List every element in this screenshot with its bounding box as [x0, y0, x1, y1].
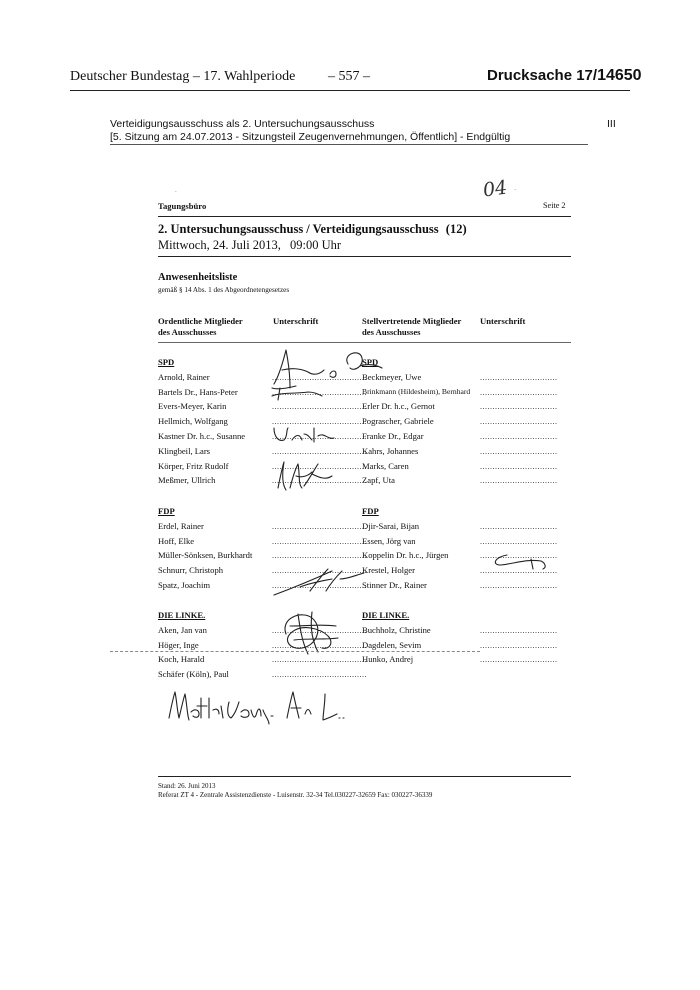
session-line: [5. Sitzung am 24.07.2013 - Sitzungsteil Zeugenvernehmungen, Öffentlich] - Endgültig	[110, 131, 511, 143]
signature-line: ......................................	[272, 446, 367, 456]
member-name: Koch, Harald	[158, 654, 205, 665]
deputy-name: Koppelin Dr. h.c., Jürgen	[362, 550, 449, 561]
signature-handwritten-name	[165, 688, 345, 728]
drucksache-prefix: Drucksache 17/	[487, 67, 598, 84]
committee-number: (12)	[445, 222, 467, 236]
subheader-rule	[110, 144, 588, 145]
list-title: Anwesenheitsliste	[158, 272, 238, 283]
deputy-name: Stinner Dr., Rainer	[362, 580, 427, 590]
signature-line: ......................................	[272, 417, 367, 427]
signature-koppelin	[487, 551, 557, 571]
signature-line: ......................................	[272, 402, 367, 412]
signature-line: ...............................	[480, 387, 558, 397]
member-name: Erdel, Rainer	[158, 520, 204, 531]
signature-koerper	[268, 458, 338, 494]
list-subtitle: gemäß § 14 Abs. 1 des Abgeordnetengesetzes	[158, 286, 290, 294]
signature-kastner	[270, 424, 340, 446]
page-number: – 557 –	[328, 69, 370, 84]
deputy-name: Dagdelen, Sevim	[362, 639, 422, 650]
signature-spatz	[270, 565, 370, 599]
seite-label: Seite 2	[543, 201, 566, 210]
signature-line: ...............................	[480, 581, 558, 590]
signature-line: ...............................	[480, 417, 558, 427]
signature-bartels	[268, 384, 328, 404]
scan-mark-1: .	[175, 186, 177, 194]
party-heading-members: FDP	[158, 506, 175, 516]
drucksache-label	[487, 67, 642, 85]
signature-line: ......................................	[272, 476, 367, 486]
signature-line: ......................................	[272, 625, 367, 635]
column-header-signature-1: Unterschrift	[273, 316, 319, 326]
signature-line: ...............................	[480, 521, 558, 531]
member-name: Hellmich, Wolfgang	[158, 416, 228, 427]
column-header-members-l2: des Ausschusses	[158, 327, 217, 337]
member-name: Spatz, Joachim	[158, 580, 211, 590]
member-name: Bartels Dr., Hans-Peter	[158, 386, 238, 397]
committee-line: Verteidigungsausschuss als 2. Untersuchungsausschuss	[110, 118, 375, 130]
committee-title-text: 2. Untersuchungsausschuss / Verteidigungsausschuss	[158, 222, 439, 236]
meeting-date: Mittwoch, 24. Juli 2013,	[158, 238, 281, 252]
signature-line: ...............................	[480, 640, 558, 650]
member-name: Meßmer, Ullrich	[158, 475, 216, 486]
header-rule	[70, 90, 630, 91]
scan-mark-2: ·	[514, 186, 517, 194]
party-heading-members: DIE LINKE.	[158, 610, 206, 620]
member-name: Körper, Fritz Rudolf	[158, 460, 229, 471]
column-header-members	[158, 316, 243, 338]
signature-line: ......................................	[272, 432, 367, 441]
signature-line: ...............................	[480, 566, 558, 576]
deputy-name: Zapf, Uta	[362, 475, 395, 486]
signature-line: ......................................	[272, 521, 367, 531]
signature-line: ...............................	[480, 432, 558, 441]
signature-line: ...............................	[480, 655, 558, 665]
committee-title	[158, 222, 467, 237]
deputy-name: Essen, Jörg van	[362, 535, 416, 546]
member-name: Schnurr, Christoph	[158, 565, 224, 576]
deputy-name: Brinkmann (Hildesheim), Bernhard	[362, 386, 471, 396]
stamp-number: 04	[481, 176, 509, 202]
signature-line: ......................................	[272, 387, 367, 397]
scan-footer-contact: Referat ZT 4 - Zentrale Assistenzdienste - Luisenstr. 32-34 Tel.030227-32659 Fax: 030227-36339	[158, 791, 433, 799]
meeting-time: 09:00 Uhr	[290, 238, 342, 252]
scan-rule-title	[158, 256, 571, 257]
meeting-datetime	[158, 238, 341, 253]
party-heading-deputies: SPD	[362, 357, 379, 367]
signature-line: ......................................	[272, 372, 367, 382]
deputy-name: Marks, Caren	[362, 460, 409, 471]
signature-line: ......................................	[272, 536, 367, 546]
member-name: Hoff, Elke	[158, 535, 195, 546]
deputy-name: Hunko, Andrej	[362, 654, 414, 665]
column-header-signature-2: Unterschrift	[480, 316, 526, 326]
scan-footer-rule	[158, 776, 571, 777]
member-name: Evers-Meyer, Karin	[158, 401, 227, 412]
scan-rule-top	[158, 216, 571, 217]
deputy-name: Krestel, Holger	[362, 565, 415, 576]
member-name: Müller-Sönksen, Burkhardt	[158, 550, 253, 561]
signature-line: ......................................	[272, 670, 367, 680]
signature-line: ......................................	[272, 551, 367, 561]
column-header-deputies-l1: Stellvertretende Mitglieder	[362, 316, 462, 326]
signature-line: ......................................	[272, 566, 367, 576]
deputy-name: Buchholz, Christine	[362, 624, 431, 635]
signature-line: ...............................	[480, 446, 558, 456]
roman-page: III	[607, 118, 616, 130]
column-header-deputies-l2: des Ausschusses	[362, 327, 421, 337]
member-name: Aken, Jan van	[158, 624, 207, 635]
party-heading-members: SPD	[158, 357, 175, 367]
signature-line: ...............................	[480, 402, 558, 412]
column-header-rule	[158, 342, 571, 343]
scan-footer-date: Stand: 26. Juni 2013	[158, 782, 216, 790]
office-label: Tagungsbüro	[158, 201, 207, 211]
bundestag-header: Deutscher Bundestag – 17. Wahlperiode	[70, 69, 296, 84]
member-name: Höger, Inge	[158, 639, 199, 650]
signature-aken	[272, 604, 352, 658]
member-name: Kastner Dr. h.c., Susanne	[158, 431, 246, 441]
member-name: Schäfer (Köln), Paul	[158, 669, 229, 680]
signature-line: ...............................	[480, 476, 558, 486]
signature-line: ...............................	[480, 461, 558, 471]
deputy-name: Franke Dr., Edgar	[362, 431, 424, 441]
signature-line: ...............................	[480, 551, 558, 561]
deputy-name: Erler Dr. h.c., Gernot	[362, 401, 435, 412]
column-header-deputies	[362, 316, 461, 338]
signature-line: ...............................	[480, 372, 558, 382]
member-name: Klingbeil, Lars	[158, 445, 211, 456]
deputy-name: Djir-Sarai, Bijan	[362, 520, 420, 531]
deputy-name: Kahrs, Johannes	[362, 445, 419, 456]
signature-line: ......................................	[272, 655, 367, 665]
party-heading-deputies: DIE LINKE.	[362, 610, 410, 620]
signature-line: ......................................	[272, 461, 367, 471]
drucksache-number: 14650	[597, 67, 642, 84]
scan-dash-line	[110, 651, 480, 652]
party-heading-deputies: FDP	[362, 506, 379, 516]
signature-line: ......................................	[272, 581, 367, 590]
signature-line: ...............................	[480, 625, 558, 635]
column-header-members-l1: Ordentliche Mitglieder	[158, 316, 243, 326]
deputy-name: Pograscher, Gabriele	[362, 416, 434, 427]
member-name: Arnold, Rainer	[158, 371, 210, 382]
deputy-name: Beckmeyer, Uwe	[362, 371, 422, 382]
signature-line: ...............................	[480, 536, 558, 546]
signature-line: ......................................	[272, 640, 367, 650]
